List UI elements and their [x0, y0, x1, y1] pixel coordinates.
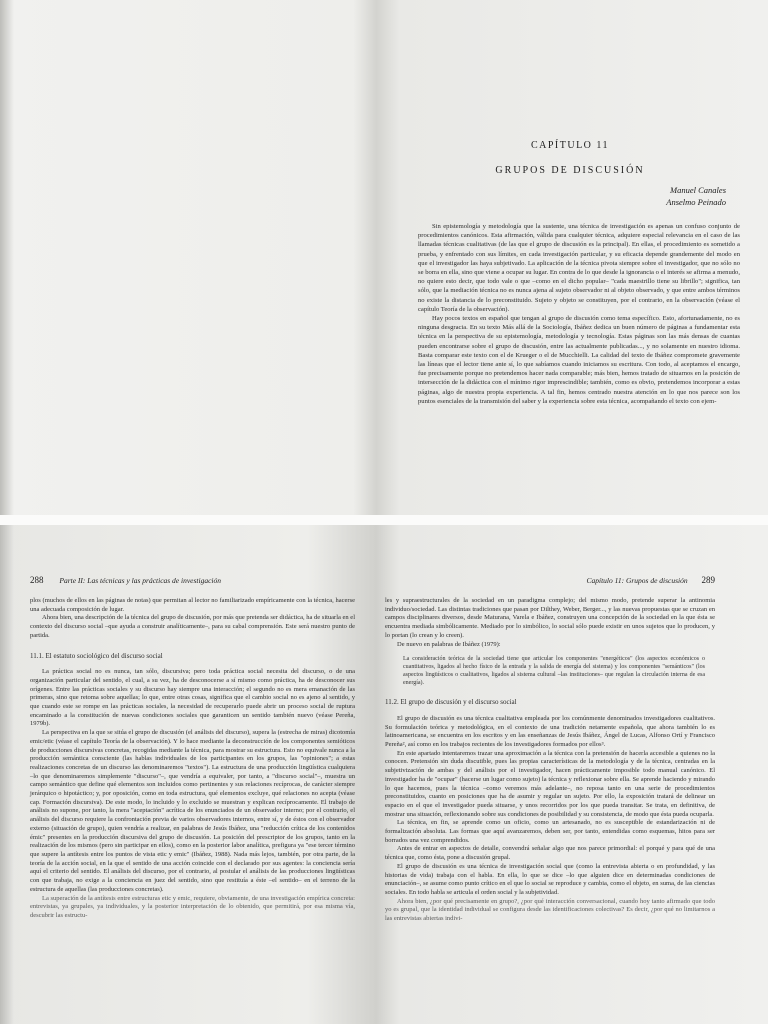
paragraph: La práctica social no es nunca, tan sólo, discursiva; pero toda práctica social necesita del discurso, o de una organización particular del sentido, el cual, a su vez, ha de desconocerse a sí mismo como práctica, ha de desconocer sus orígenes. Entre las prácticas sociales y su discurso hay siempre una interacción; el segundo no es mera emanación de las primeras, sino que retoma sobre aquellas; lo que, entre otras cosas, significa que el cambio social no es ajeno al sentido, y que cuando este se rompe en las prácticas sociales, la necesidad de recuperarlo puede abrir un proceso social de ruptura encaminado a la constitución de nuevas condiciones sociales que garanticen un sentido también nuevo (véase Pereña, 1979b). [30, 668, 355, 728]
paragraph: Antes de entrar en aspectos de detalle, convendrá señalar algo que nos parece primordial: el porqué y para qué de una técnica que, como ésta, pone a discusión grupal. [385, 845, 715, 862]
chapter-number: CAPÍTULO 11 [530, 140, 610, 151]
author-name: Manuel Canales [670, 185, 726, 195]
section-heading: 11.2. El grupo de discusión y el discurso social [385, 698, 517, 707]
running-title: Parte II: Las técnicas y las prácticas de investigación [59, 576, 222, 585]
running-header [385, 575, 715, 587]
block-quote: La consideración teórica de la sociedad tiene que articular los componentes "energéticos" (los aspectos económicos o cuantitativos, ligados al hecho físico de la entrada y la salida de energía del sistema) y los componentes "semánticos" (los aspectos lingüísticos o cualitativos, ligados al sistema cultural –las instituciones– que regulan la circulación interna de esa energía). [403, 656, 705, 687]
page-number: 289 [701, 575, 715, 585]
paragraph: La superación de la antítesis entre estructuras etic y emic, requiere, obviamente, de una investigación empírica concreta: entrevistas, ya grupales, ya individuales, y la posterior interpretación de lo obtenido, que permitirá, por esa misma vía, descubrir las estructu- [30, 894, 355, 919]
author-name: Anselmo Peinado [666, 197, 726, 207]
chapter-heading [400, 136, 740, 176]
paragraph: Hay pocos textos en español que tengan al grupo de discusión como tema específico. Esto, afortunadamente, no es ninguna desgracia. En su texto Más allá de la Sociología, Ibáñez dedica un buen número de páginas a fundamentar esta técnica en la perspectiva de su epistemología, metodología y tecnología. Estas páginas son las más densas de cuantas pueden encontrarse sobre el grupo de discusión, entre las actualmente publicadas..., y no solamente en nuestro idioma. Basta comparar este texto con el de Krueger o el de Mucchielli. La calidad del texto de Ibáñez compromete gravemente las líneas que el lector tiene ante sí, lo que sabíamos cuando iniciamos su escritura. Con todo, al aceptamos el encargo, fue precisamente porque no pretendemos hacer nada comparable; más bien, hemos tratado de situarnos en la posición de intersección de la didáctica con el mínimo rigor imprescindible; también, como es obvio, pretendemos incorporar a estas páginas, algo de nuestra propia experiencia. A tal fin, hemos centrado nuestra atención en lo que nos parece son los puntos esenciales de la transmisión del saber y la experiencia sobre esta técnica, acompañando el texto con ejem- [418, 315, 740, 405]
paragraph: El grupo de discusión es una técnica de investigación social que (como la entrevista abierta o en profundidad, y las historias de vida) trabaja con el habla. En ella, lo que se dice –lo que alguien dice en determinadas condiciones de enunciación–, se asume como punto crítico en el que lo social se reproduce y cambia, como el objeto, en suma, de las ciencias sociales. En todo habla se articula el orden social y la subjetividad. [385, 862, 715, 896]
paragraph: plos (muchos de ellos en las páginas de notas) que permitan al lector no familiarizado empíricamente con la técnica, hacerse una adecuada composición de lugar. [30, 597, 355, 613]
page-288 [30, 525, 355, 1024]
paragraph: les y supraestructurales de la sociedad en un paradigma complejo; del mismo modo, pretende superar la antinomia individuo/sociedad. Las distintas tradiciones que pasan por Dilthey, Weber, Berger..., y las nuevas propuestas que se cruzan en campos disciplinares diversos, desde Maturana, Varela e Ibáñez, construyen una concepción de la sociedad en la que ésta se encuentra mediada simbólicamente. Mediado por lo simbólico, lo social sólo puede existir en unos sujetos que lo producen, y lo portan (lo crean y lo creen). [385, 597, 715, 639]
bottom-page-spread [0, 525, 768, 1024]
page-shadow [0, 525, 14, 1024]
paragraph: Ahora bien, ¿por qué precisamente en grupo?, ¿por qué interacción conversacional, cuando hoy tanto afirmado que todo yo es grupal, que la identidad individual se configura desde las identificaciones colectivas? Es decir, ¿por qué no limitarnos a las entrevistas abiertas indivi- [385, 897, 715, 923]
running-header [30, 575, 355, 587]
paragraph: De nuevo en palabras de Ibáñez (1979): [397, 640, 501, 648]
chapter-intro-text [418, 222, 740, 406]
paragraph: La técnica, en fin, se aprende como un oficio, como un artesanado, no es susceptible de estandarización ni de formalización absoluta. Las formas que aquí avanzaremos, deben ser, por tanto, entendidas como esquemas, hitos para ser borrados una vez comprendidos. [385, 819, 715, 844]
chapter-title: GRUPOS DE DISCUSIÓN [495, 165, 645, 176]
page-body [30, 597, 355, 921]
page-number: 288 [30, 575, 44, 585]
paragraph: Sin epistemología y metodología que la sustente, una técnica de investigación es apenas un confuso conjunto de procedimientos canónicos. Esta afirmación, válida para cualquier técnica, adquiere especial relevancia en el caso de las llamadas técnicas cualitativas (de las que el grupo de discusión es la principal). En ellas, el procedimiento es sometido a prueba, y enfrentado con sus límites, en cada investigación particular, y su eficacia depende grandemente del modo en que el investigador las haya subjetivado. La aplicación de la técnica pivota siempre sobre el investigador, que no sólo no se borra en ella, sino que viene a ocupar su lugar. En contra de lo que desde la ignorancia o el interés se afirma a menudo, no quiere esto decir, que todo vale o que –como en el dicho popular– "cada maestrillo tiene su librillo"; significa, tan sólo, que la mediación técnica no es nunca ajena al sujeto observador ni al objeto observado, y que entre ambos términos no existe la distancia de lo preconstituido. Sujeto y objeto se constituyen, por el contrario, en la observación (véase el capítulo Teoría de la observación). [418, 223, 740, 313]
paragraph: El grupo de discusión es una técnica cualitativa empleada por los comúnmente denominados investigadores cualitativos. Su formulación teórica y metodológica, en el contexto de una tradición netamente española, que ahora también lo es latinoamericana, se encuentra en los escritos y en las enseñanzas de Jesús Ibáñez, Ángel de Lucas, Alfonso Ortí y Francisco Pereña², así como en los trabajos recientes de los investigadores formados por ellos³. [385, 714, 715, 749]
scan-separator [0, 515, 768, 525]
paragraph: En este apartado intentaremos trazar una aproximación a la técnica con la pretensión de hacerla accesible a quienes no la conocen. Pretensión sin duda discutible, pues las propias características de la metodología y de la técnica, centradas en la subjetivización de ambas y del análisis por el investigador, hacen prácticamente imposible todo manual canónico. El investigador ha de "ocupar" (hacerse un lugar como sujeto) la técnica y reflexionar sobre ella. Se aprende haciendo y mirando lo que hacemos, pues la técnica –como veremos más adelante–, no reposa tanto en una serie de procedimientos preconstituidos, cuanto en posiciones que ha de asumir y regular un sujeto. Por ello, la exposición tratará de delinear un espacio en el que el investigador pueda situarse, y unos recorridos por los que pueda transitar. Se trata, en definitiva, de mostrar una situación, reflexionando sobre sus condiciones de posibilidad y su consistencia, de modo que ésta pueda ocuparla. [385, 749, 715, 818]
section-heading: 11.1. El estatuto sociológico del discurso social [30, 651, 163, 660]
paragraph: La perspectiva en la que se sitúa el grupo de discusión (el análisis del discurso), supera la (estrecha de miras) dicotomía emic/etic (véase el capítulo Teoría de la observación). Y lo hace mediante la deconstrucción de los componentes semióticos de producciones discursivas concretas, recogidas mediante la técnica, para mostrar su estructura. Esto no equivale nunca a la producción semántica consciente (las hablas individuales de los participantes en los grupos, las "opiniones"; a estas realizaciones concretas de un discurso las denominaremos "textos"). La estructura de una producción lingüística cualquiera –lo que denominaremos simplemente "discurso"–, que vendría a equivaler, por tanto, a "discurso social"–, muestra un campo semántico que define qué elementos son incluidos como pertinentes y sus relaciones recíprocas, de carácter siempre jerárquico o hipotáctico; y, por oposición, como en toda estructura, qué elementos excluye, qué relaciones no acepta (véase cap. Formación discursiva). De este modo, lo incluido y lo excluido se muestran y explican recíprocamente. El trabajo de análisis no supone, por tanto, la mera "aceptación" acrítica de los enunciados de un observador interno; por el contrario, el análisis del discurso requiere la confrontación previa de varios observadores internos, entre sí, y de éstos con el observador externo (situación de grupo), quien vendría a realizar, en palabras de Jesús Ibáñez, una "reducción crítica de los contenidos émic" presentes en la producción discursiva del grupo de discusión. La posición del prescriptor de los grupos, tanto en la realización de los mismos (pero sin participar en ellos), como en la posterior labor analítica, prefigura ya "ese tercer término que supere la antítesis entre los puntos de vista etic y emic" (Ibáñez, 1988). Nada más lejos, también, por otra parte, de la teoría de la acción social, en la que el sentido de una acción coincide con el declarado por sus agentes: la conciencia sería aquí el criterio del sentido. El análisis del discurso, por el contrario, al postular el análisis de las producciones lingüísticas con que trabaja, no exige a la conciencia en juez del sentido, sino que restituía a éste –el sentido– en el terreno de la estructura de aquellas (las producciones concretas). [30, 729, 355, 893]
chapter-authors [666, 184, 726, 208]
running-title: Capítulo 11: Grupos de discusión [586, 576, 688, 585]
page-body [385, 597, 715, 924]
page-289 [385, 525, 715, 1024]
page-shadow [0, 0, 14, 515]
paragraph: Ahora bien, una descripción de la técnica del grupo de discusión, por más que pretenda ser didáctica, ha de situarla en el contexto del discurso social –que ayuda a construir analíticamente–, para su cabal comprensión. Este será nuestro punto de partida. [30, 614, 355, 639]
